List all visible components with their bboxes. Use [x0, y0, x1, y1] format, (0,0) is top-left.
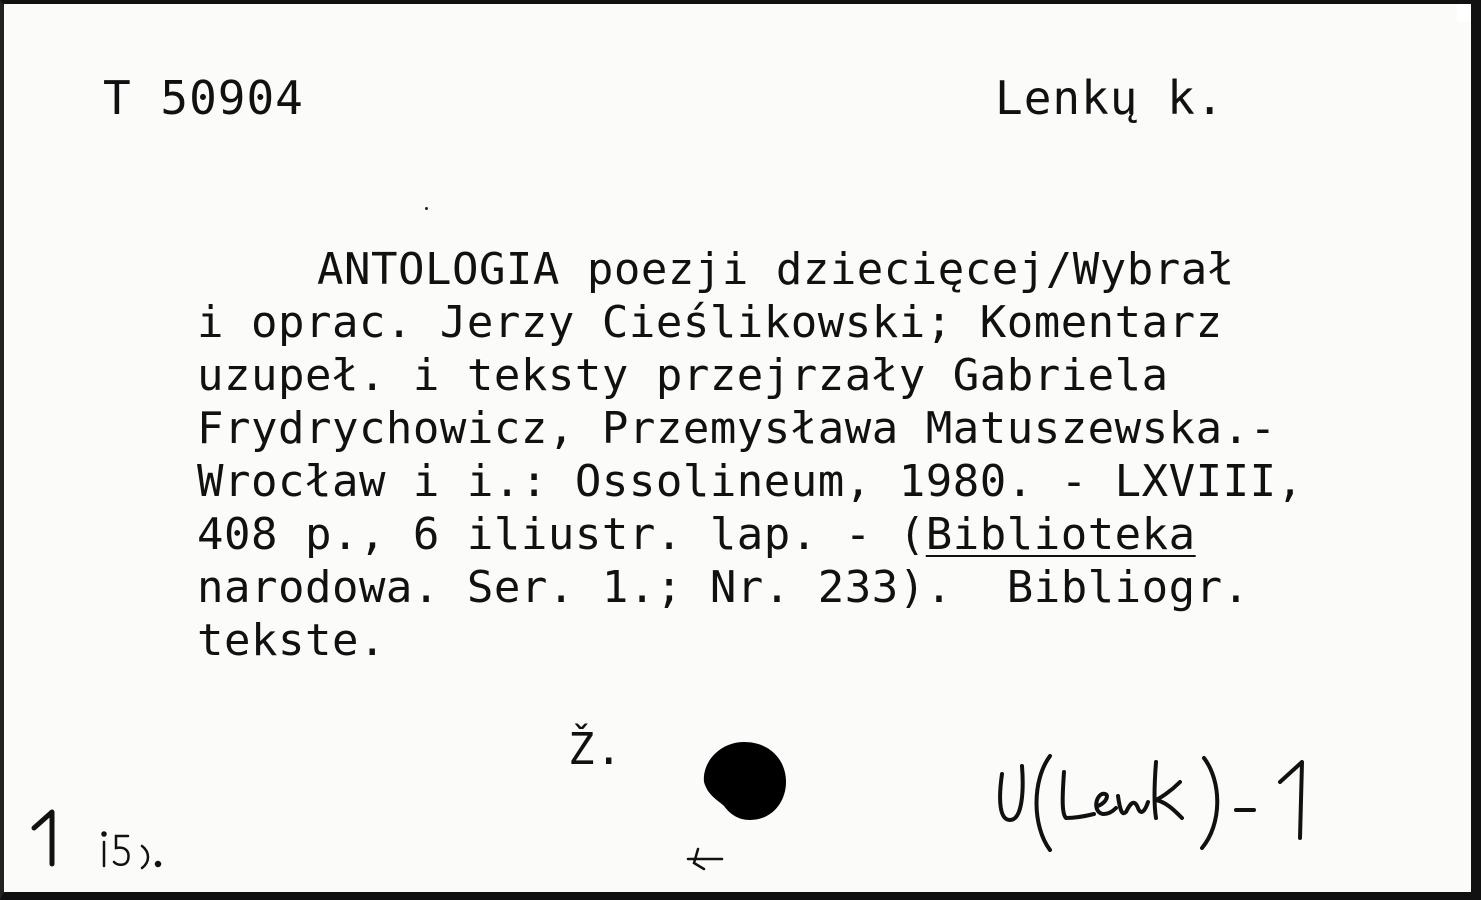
entry-line-series	[197, 508, 1304, 561]
card-corner-notch	[1457, 4, 1471, 22]
call-number: T 50904	[103, 71, 304, 125]
handwritten-note	[98, 826, 208, 870]
entry-line: Frydrychowicz, Przemysława Matuszewska.-	[197, 403, 1277, 454]
entry-line: uzupeł. i teksty przejrzały Gabriela	[197, 350, 1169, 401]
handwritten-shelf-code	[990, 752, 1350, 852]
entry-line: ANTOLOGIA poezji dziecięcej/Wybrał	[317, 244, 1235, 295]
series-title-underlined: Biblioteka	[925, 509, 1196, 560]
department-label: Lenkų k.	[995, 71, 1225, 125]
handwritten-tick	[684, 845, 726, 875]
entry-line: narodowa. Ser. 1.; Nr. 233). Bibliogr.	[197, 562, 1250, 613]
ink-speck	[425, 207, 428, 210]
handwritten-count	[30, 808, 64, 868]
entry-line-prefix: 408 p., 6 iliustr. lap. - (	[197, 509, 926, 560]
entry-line: i oprac. Jerzy Cieślikowski; Komentarz	[197, 297, 1223, 348]
entry-line: tekste.	[197, 615, 386, 666]
language-mark: Ž.	[568, 724, 623, 775]
entry-line: Wrocław i i.: Ossolineum, 1980. - LXVIII,	[197, 456, 1304, 507]
punch-hole-icon	[700, 738, 788, 822]
bibliographic-entry	[197, 243, 1304, 667]
